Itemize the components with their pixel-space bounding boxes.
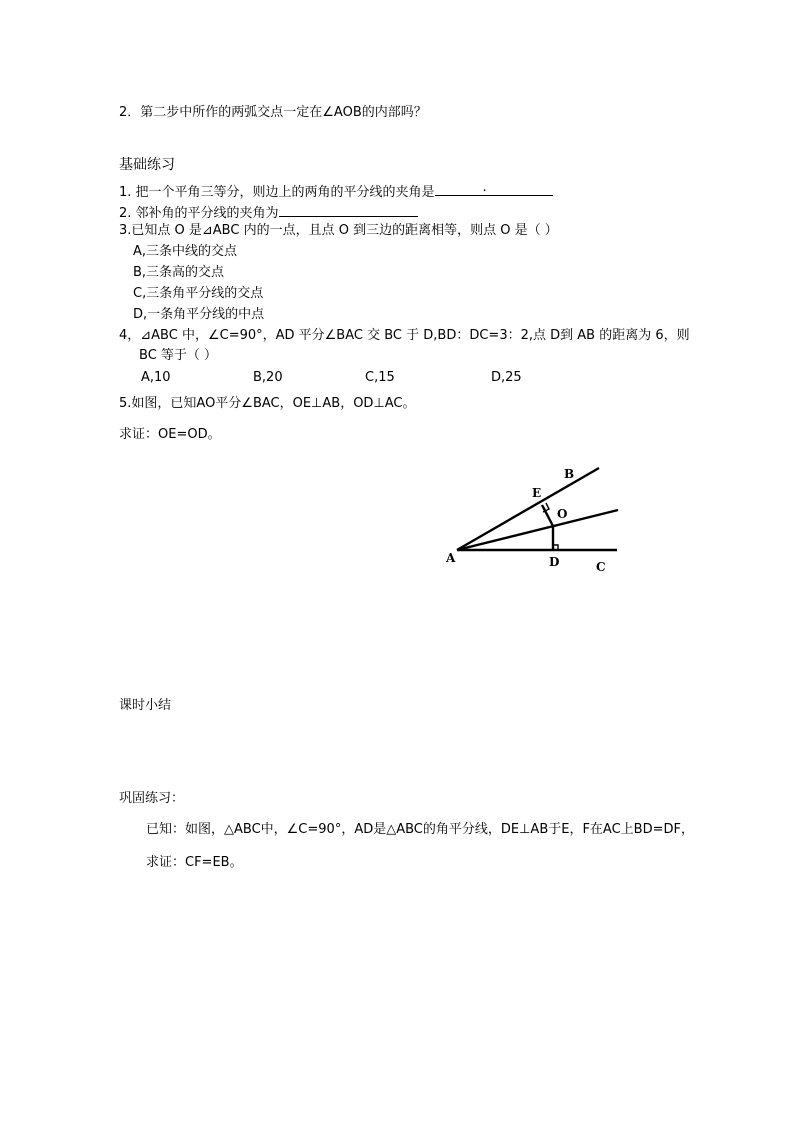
question-2: 2．第二步中所作的两弧交点一定在∠AOB的内部吗？ bbox=[119, 105, 427, 120]
label-a: A bbox=[446, 551, 456, 565]
item-4-option-c: C,15 bbox=[365, 370, 395, 385]
basic-item-4-line-1: 4，⊿ABC 中，∠C=90°，AD 平分∠BAC 交 BC 于 D,BD：DC=3：2,点 D到 AB 的距离为 6，则 bbox=[119, 328, 690, 343]
item-3-option-d: D,一条角平分线的中点 bbox=[133, 307, 265, 322]
label-c: C bbox=[596, 560, 606, 574]
item-4-option-d: D,25 bbox=[491, 370, 522, 385]
label-d: D bbox=[549, 555, 560, 569]
basic-item-5: 5.如图，已知AO平分∠BAC，OE⊥AB，OD⊥AC。 bbox=[119, 396, 416, 411]
item-4-option-b: B,20 bbox=[253, 370, 283, 385]
consolidate-given: 已知：如图，△ABC中，∠C=90°，AD是△ABC的角平分线，DE⊥AB于E，F在AC上BD=DF， bbox=[146, 822, 694, 837]
label-o: O bbox=[557, 507, 568, 521]
basic-item-1-text: 1. 把一个平角三等分，则边上的两角的平分线的夹角是 bbox=[119, 185, 435, 200]
basic-item-4-line-2: BC 等于（ ） bbox=[139, 348, 218, 363]
basic-item-5-proof: 求证：OE=OD。 bbox=[119, 427, 221, 442]
blank-dot: . bbox=[482, 180, 487, 195]
label-b: B bbox=[564, 467, 575, 481]
consolidate-title: 巩固练习： bbox=[119, 791, 185, 806]
summary-title: 课时小结 bbox=[119, 698, 172, 713]
label-e: E bbox=[532, 486, 542, 500]
item-3-option-c: C,三条角平分线的交点 bbox=[133, 286, 264, 301]
segment-oe bbox=[542, 505, 553, 526]
consolidate-proof: 求证：CF=EB。 bbox=[146, 855, 243, 870]
item-4-option-a: A,10 bbox=[141, 370, 171, 385]
item-3-option-b: B,三条高的交点 bbox=[133, 265, 225, 280]
basic-practice-title: 基础练习 bbox=[119, 157, 175, 173]
basic-item-2-text: 2. 邻补角的平分线的夹角为 bbox=[119, 206, 279, 221]
ray-ab bbox=[457, 468, 599, 550]
basic-item-3: 3.已知点 O 是⊿ABC 内的一点，且点 O 到三边的距离相等，则点 O 是（ ） bbox=[119, 223, 558, 238]
ray-ao bbox=[457, 510, 618, 550]
item-3-option-a: A,三条中线的交点 bbox=[133, 244, 238, 259]
